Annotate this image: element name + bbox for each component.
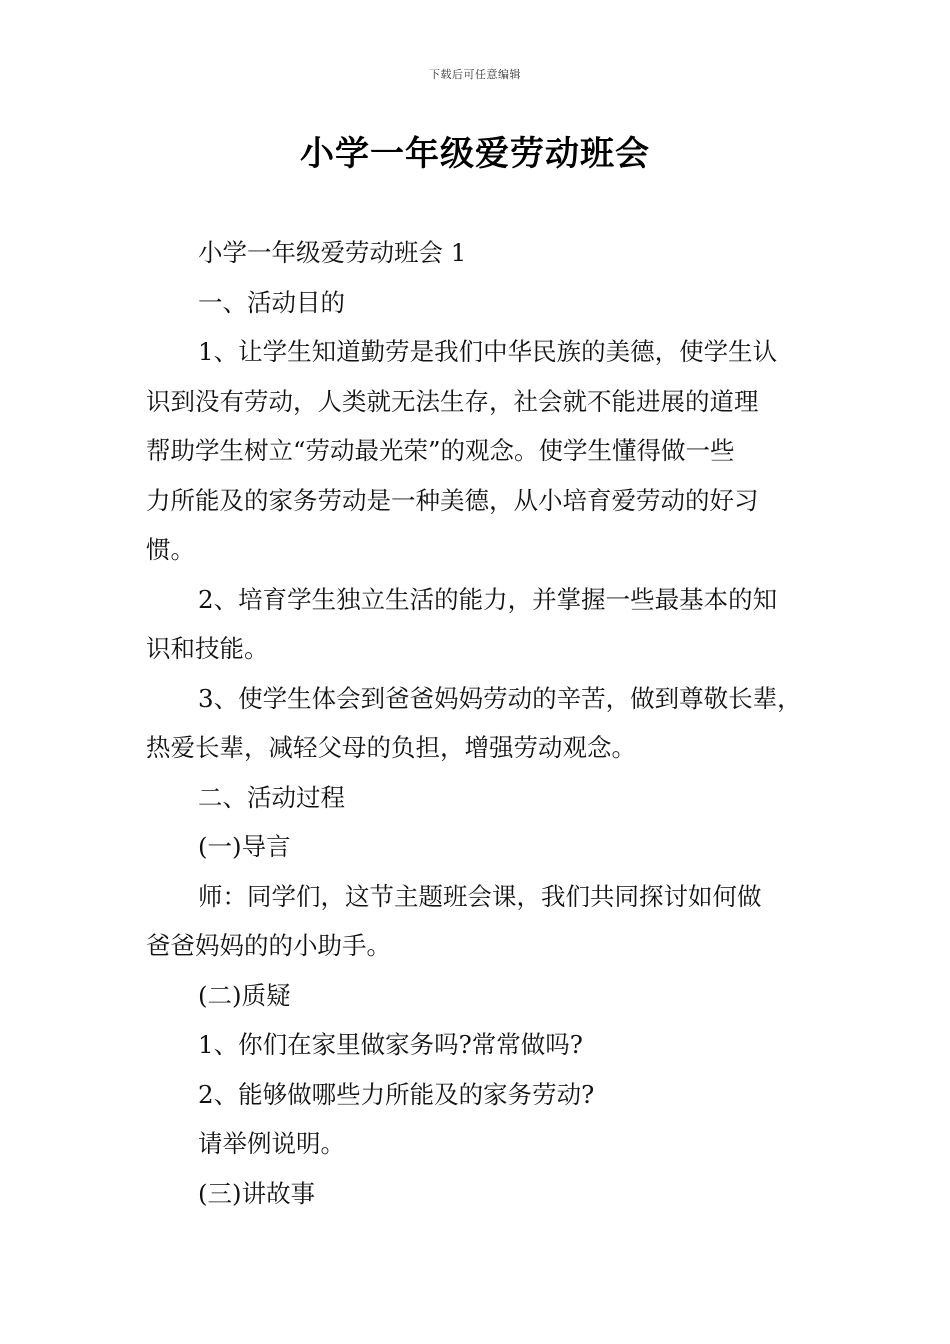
paragraph-line: 识到没有劳动，人类就无法生存，社会就不能进展的道理 [146,386,759,416]
section-heading: 一、活动目的 [198,287,345,317]
document-title: 小学一年级爱劳动班会 [300,134,650,174]
paragraph-line: 2、能够做哪些力所能及的家务劳动? [198,1079,595,1109]
paragraph-line: 爸爸妈妈的的小助手。 [146,931,391,960]
paragraph-line: 惯。 [146,535,195,564]
subsection-heading: (一)导言 [198,832,291,861]
paragraph-line: 2、培育学生独立生活的能力，并掌握一些最基本的知 [198,584,778,614]
paragraph-line: 力所能及的家务劳动是一种美德，从小培育爱劳动的好习 [146,485,759,515]
paragraph-line: 1、让学生知道勤劳是我们中华民族的美德，使学生认 [198,337,778,366]
paragraph-line: 师：同学们，这节主题班会课，我们共同探讨如何做 [198,881,762,911]
subsection-heading: (二)质疑 [198,980,291,1010]
header-note: 下载后可任意编辑 [429,68,521,81]
paragraph-line: 帮助学生树立“劳动最光荣”的观念。使学生懂得做一些 [146,436,735,465]
paragraph-line: 识和技能。 [146,634,269,663]
subtitle-line: 小学一年级爱劳动班会 1 [198,238,467,267]
document-body [146,228,818,1218]
paragraph-line: 热爱长辈，减轻父母的负担，增强劳动观念。 [146,733,636,762]
paragraph-line: 请举例说明。 [198,1129,345,1158]
subsection-heading: (三)讲故事 [198,1178,316,1208]
paragraph-line: 3、使学生体会到爸爸妈妈劳动的辛苦，做到尊敬长辈， [198,683,802,713]
paragraph-line: 1、你们在家里做家务吗?常常做吗? [198,1030,583,1059]
section-heading: 二、活动过程 [198,782,345,812]
